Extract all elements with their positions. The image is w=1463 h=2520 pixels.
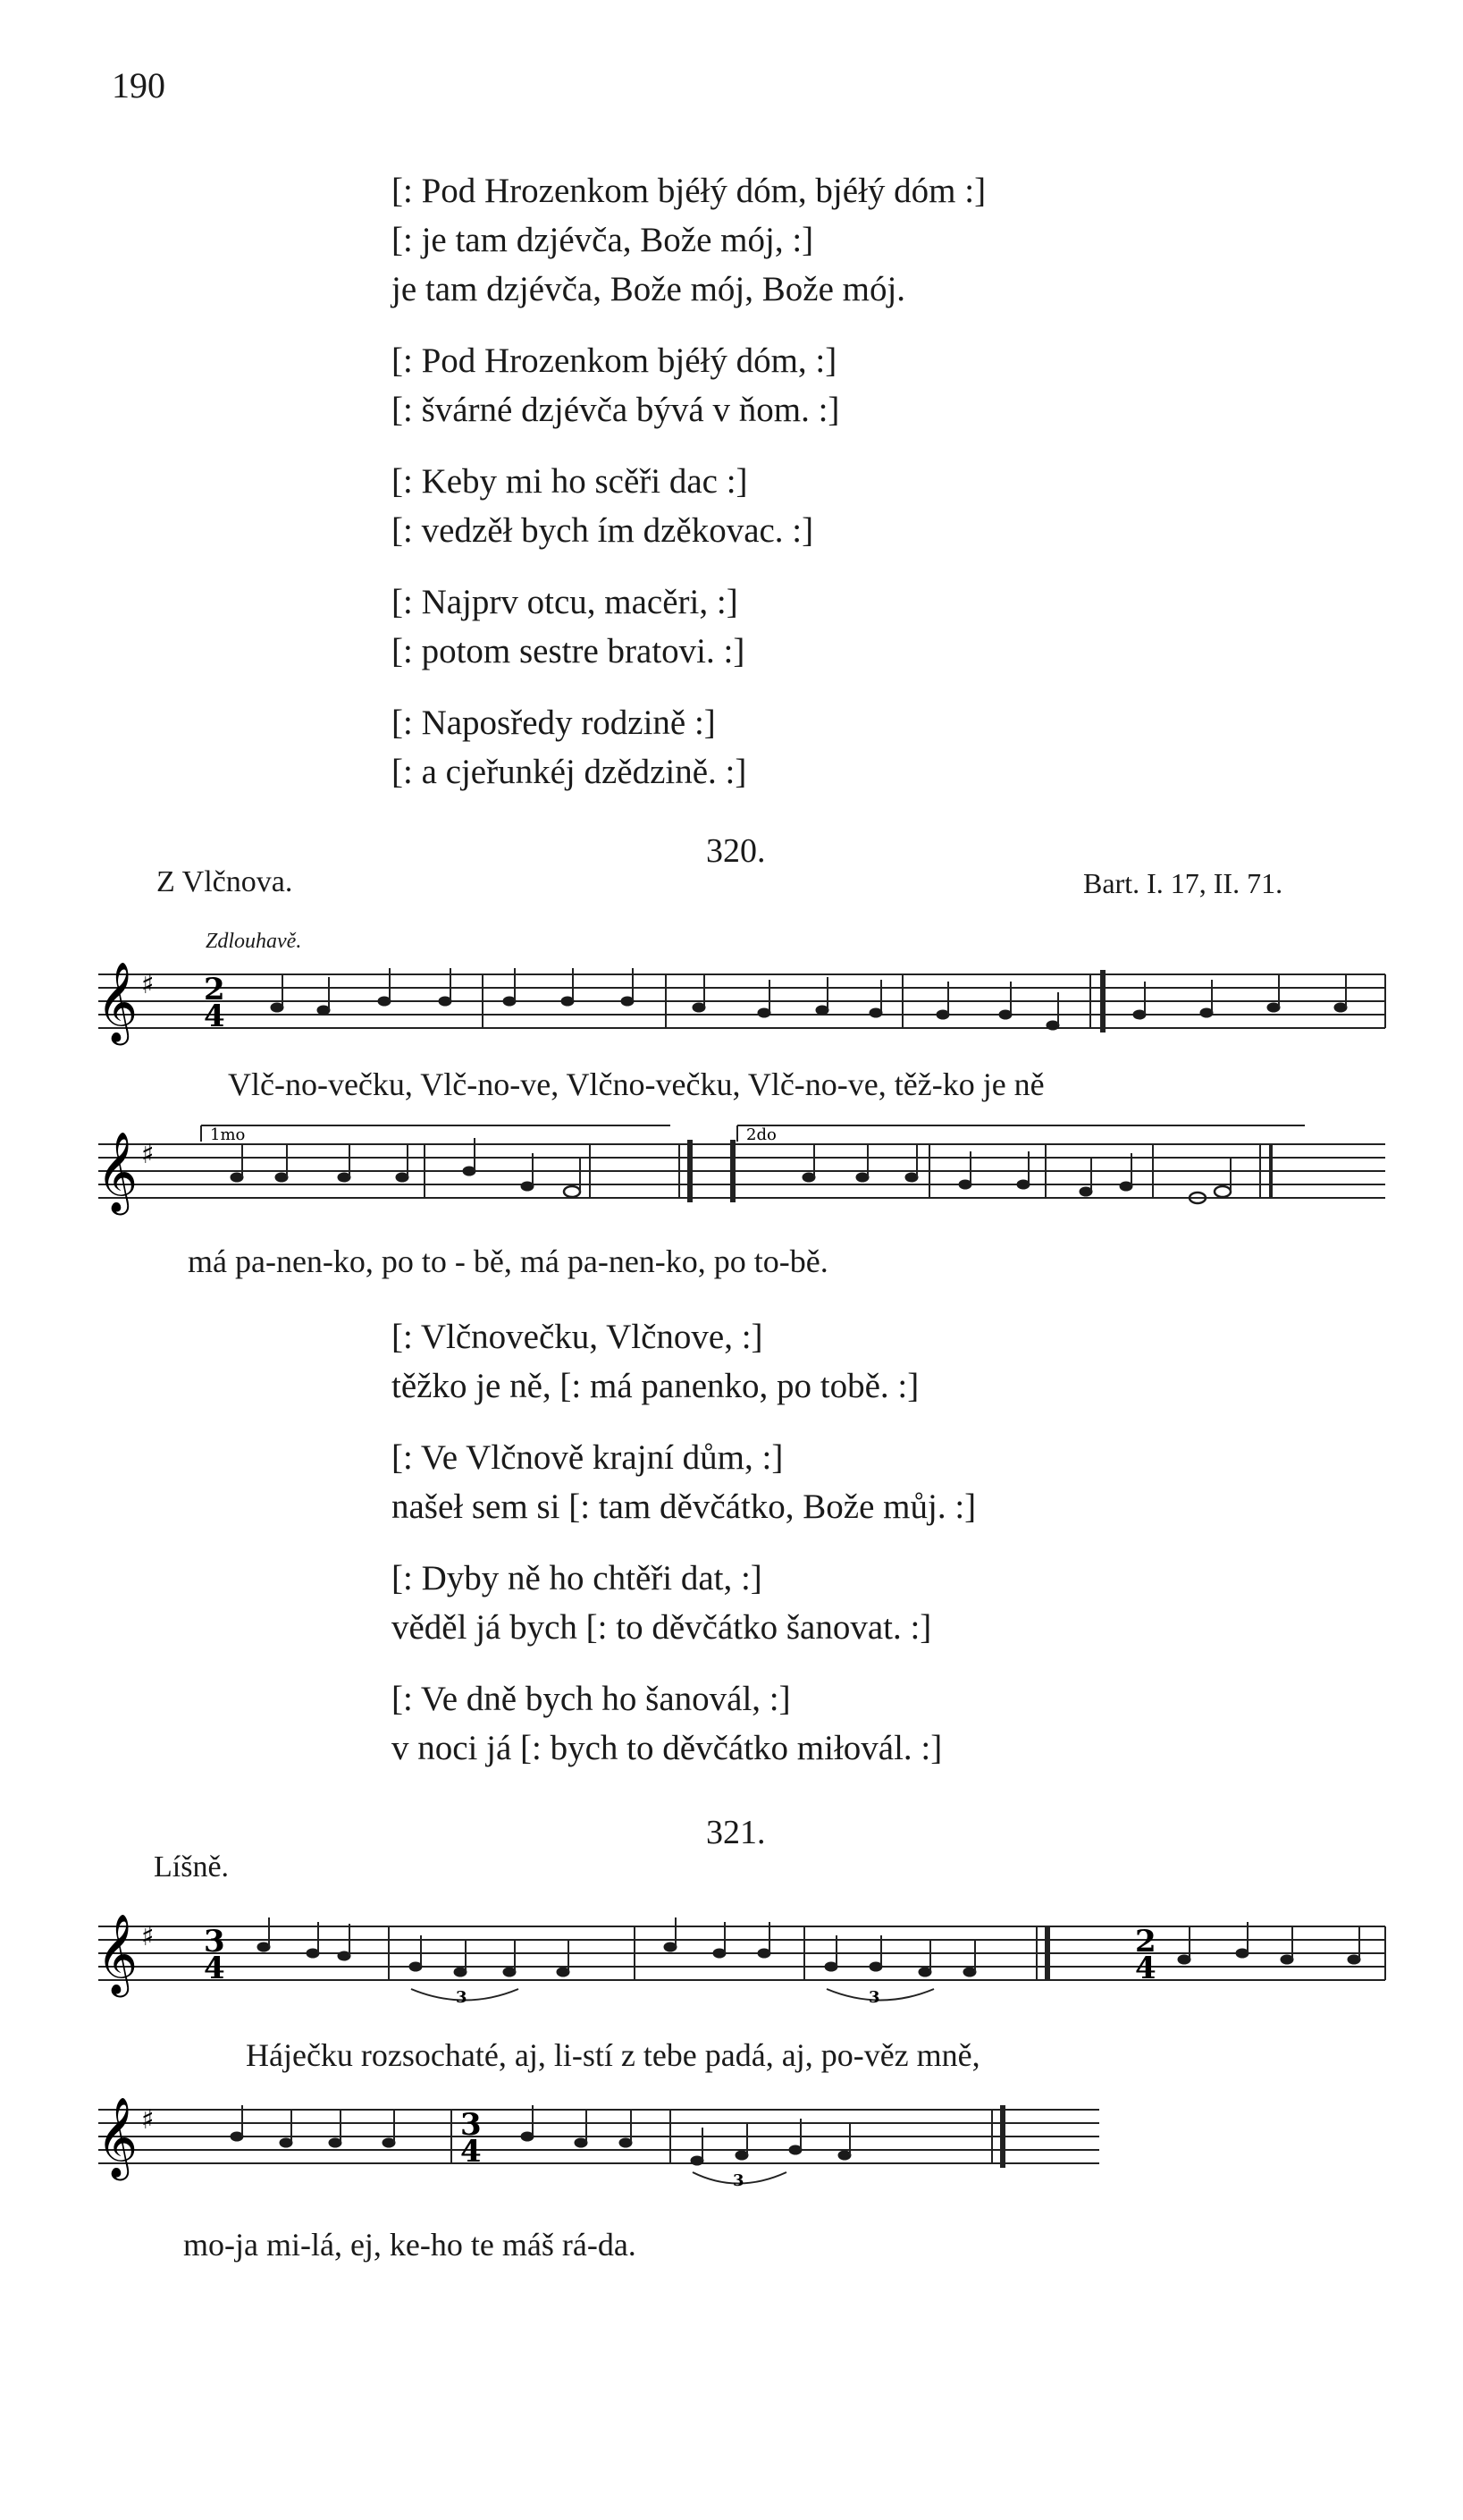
stanza <box>391 166 986 314</box>
verse-line: [: a cjeřunkéj dzědzině. :] <box>391 753 747 791</box>
song-320-verses <box>391 1312 976 1795</box>
verse-line: [: Keby mi ho scěři dac :] <box>391 462 748 501</box>
verse-line: [: Pod Hrozenkom bjéłý dóm, :] <box>391 341 837 380</box>
notes <box>271 968 1347 1030</box>
staff-lines <box>98 1144 1385 1198</box>
music-staff <box>98 1122 1385 1229</box>
tempo-marking: Zdlouhavě. <box>206 930 302 953</box>
lyrics-line: má pa-nen-ko, po to - bě, má pa-nen-ko, po to-bě. <box>188 1243 828 1279</box>
verse-line: věděl já bych [: to děvčátko šanovat. :] <box>391 1608 932 1647</box>
song-origin: Líšně. <box>154 1850 230 1884</box>
triplet-label: 3 <box>869 1988 880 2007</box>
key-signature-sharp-icon: ♯ <box>141 969 155 1000</box>
verse-line: [: Vlčnovečku, Vlčnove, :] <box>391 1318 763 1356</box>
stanza <box>391 457 986 555</box>
volta-2 <box>737 1125 1305 1144</box>
verse-line: [: je tam dzjévča, Bože mój, :] <box>391 221 814 259</box>
notes <box>231 2105 851 2165</box>
treble-clef-icon: 𝄞 <box>97 962 139 1042</box>
verse-line: [: Najprv otcu, macěri, :] <box>391 583 738 621</box>
key-signature-sharp-icon: ♯ <box>141 1139 155 1170</box>
verse-line: [: Dyby ně ho chtěři dat, :] <box>391 1559 762 1597</box>
verse-line: v noci já [: bych to děvčátko miłovál. :] <box>391 1729 943 1767</box>
stanza <box>391 1433 976 1531</box>
music-staff <box>98 2096 1099 2204</box>
verse-line: [: Ve dně bych ho šanovál, :] <box>391 1680 791 1718</box>
staff-lines <box>98 974 1385 1028</box>
music-staff <box>98 1913 1385 2020</box>
time-signature-bottom: 4 <box>460 2134 482 2170</box>
treble-clef-icon: 𝄞 <box>97 2097 139 2178</box>
stanza <box>391 1312 976 1411</box>
page-number: 190 <box>112 65 165 105</box>
staff-lines <box>98 2110 1099 2163</box>
song-origin: Z Vlčnova. <box>156 865 293 898</box>
triplet-label: 3 <box>733 2171 744 2190</box>
time-signature-top: 2 <box>1135 1924 1156 1960</box>
lyrics-line: mo-ja mi-lá, ej, ke-ho te máš rá-da. <box>183 2227 636 2263</box>
treble-clef-icon: 𝄞 <box>97 1914 139 1994</box>
song-number: 321. <box>706 1814 766 1851</box>
verse-line: [: Ve Vlčnově krajní dům, :] <box>391 1438 784 1477</box>
stanza <box>391 698 986 796</box>
key-signature-sharp-icon: ♯ <box>141 1921 155 1952</box>
stanza <box>391 577 986 676</box>
verse-line: [: potom sestre bratovi. :] <box>391 632 745 670</box>
verse-line: našeł sem si [: tam děvčátko, Bože můj. :] <box>391 1488 977 1526</box>
song-source: Bart. I. 17, II. 71. <box>1083 867 1283 899</box>
time-signature-bottom: 4 <box>204 999 225 1034</box>
time-signature-top: 2 <box>204 972 225 1007</box>
verse-line: [: Pod Hrozenkom bjéłý dóm, bjéłý dóm :] <box>391 172 987 210</box>
time-signature-top: 3 <box>204 1924 225 1960</box>
triplets <box>411 1988 934 2007</box>
stanza <box>391 1674 976 1773</box>
triplets <box>693 2171 786 2190</box>
treble-clef-icon: 𝄞 <box>97 1132 139 1212</box>
ending-1-label: 1mo <box>210 1125 246 1144</box>
triplet-label: 3 <box>456 1988 467 2007</box>
song-number: 320. <box>706 832 766 870</box>
ending-2-label: 2do <box>746 1125 777 1144</box>
verse-line: [: Naposředy rodzině :] <box>391 704 716 742</box>
verse-line: těžko je ně, [: má panenko, po tobě. :] <box>391 1367 920 1405</box>
music-staff <box>98 961 1385 1068</box>
top-verses <box>391 166 986 819</box>
time-signature-bottom: 4 <box>204 1951 225 1986</box>
lyrics-line: Háječku rozsochaté, aj, li-stí z tebe padá, aj, po-věz mně, <box>246 2037 980 2073</box>
verse-line: [: vedzěł bych ím dzěkovac. :] <box>391 511 814 550</box>
staff-lines <box>98 1926 1385 1980</box>
volta-1 <box>201 1125 670 1144</box>
lyrics-line: Vlč-no-večku, Vlč-no-ve, Vlčno-večku, Vlč-no-ve, těž-ko je ně <box>228 1066 1045 1102</box>
verse-line: [: švárné dzjévča bývá v ňom. :] <box>391 391 840 429</box>
stanza <box>391 336 986 434</box>
key-signature-sharp-icon: ♯ <box>141 2104 155 2136</box>
time-signature-bottom: 4 <box>1135 1951 1156 1986</box>
stanza <box>391 1554 976 1652</box>
verse-line: je tam dzjévča, Bože mój, Bože mój. <box>391 270 906 308</box>
time-signature-top: 3 <box>460 2107 482 2143</box>
